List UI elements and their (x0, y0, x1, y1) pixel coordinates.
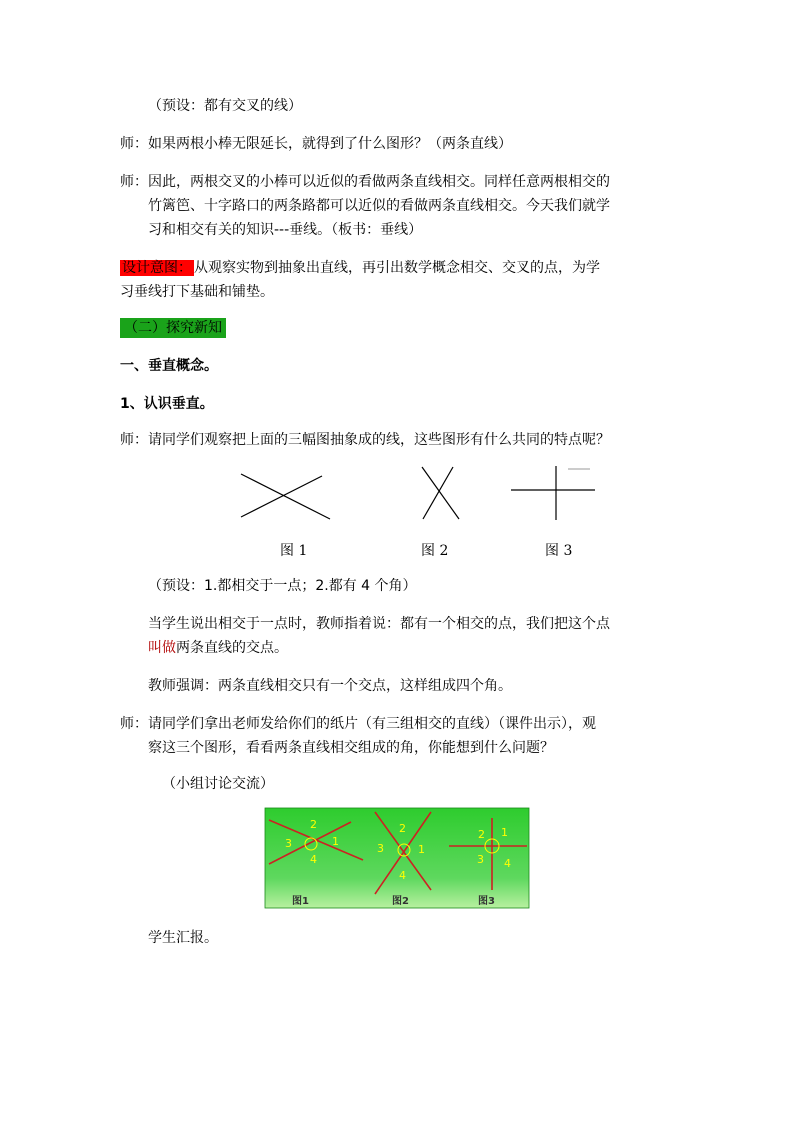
preset-line-1: （预设：都有交叉的线） (148, 98, 302, 114)
fig1-angle-2: 2 (310, 818, 317, 831)
design-intent-line-a (120, 258, 600, 278)
figure-2-caption: 图 2 (421, 543, 449, 559)
panel-caption-2: 图2 (392, 896, 409, 907)
fig3-angle-1: 1 (501, 826, 508, 839)
panel-caption-1: 图1 (292, 896, 309, 907)
teacher-line-2a: 师：因此，两根交叉的小棒可以近似的看做两条直线相交。同样任意两根相交的 (120, 174, 610, 190)
teacher-line-1: 师：如果两根小棒无限延长，就得到了什么图形？（两条直线） (120, 136, 512, 152)
figure-1-caption: 图 1 (280, 543, 308, 559)
teacher-emphasis-line: 教师强调：两条直线相交只有一个交点，这样组成四个角。 (148, 678, 512, 694)
fig1-angle-4: 4 (310, 853, 317, 866)
teacher-line-3: 师：请同学们观察把上面的三幅图抽象成的线，这些图形有什么共同的特点呢？ (120, 432, 610, 448)
heading-perpendicular-concept: 一、垂直概念。 (120, 358, 218, 374)
fig3-angle-4: 4 (504, 857, 511, 870)
heading-know-perpendicular: 1、认识垂直。 (120, 396, 214, 412)
teacher-explain-line-a: 当学生说出相交于一点时，教师指着说：都有一个相交的点，我们把这个点 (148, 616, 610, 632)
teacher-line-2b: 竹篱笆、十字路口的两条路都可以近似的看做两条直线相交。今天我们就学 (148, 198, 610, 214)
figure-2-lines (418, 464, 466, 522)
figure-3-lines (508, 464, 598, 522)
design-intent-label: 设计意图： (122, 260, 192, 276)
fig3-angle-2: 2 (478, 828, 485, 841)
fig1-angle-1: 1 (332, 835, 339, 848)
student-report-line: 学生汇报。 (148, 930, 218, 946)
fig3-angle-3: 3 (477, 853, 484, 866)
fig1-angle-3: 3 (285, 837, 292, 850)
fig2-angle-2: 2 (399, 822, 406, 835)
section-label: （二）探究新知 (120, 318, 226, 338)
teacher-line-4a: 师：请同学们拿出老师发给你们的纸片（有三组相交的直线）（课件出示），观 (120, 716, 596, 732)
design-intent-line-b: 习垂线打下基础和铺垫。 (120, 284, 274, 300)
figure-3-caption: 图 3 (545, 543, 573, 559)
design-intent-text: 从观察实物到抽象出直线，再引出数学概念相交、交叉的点，为学 (194, 260, 600, 276)
preset-line-2: （预设：1.都相交于一点；2.都有 4 个角） (148, 578, 417, 594)
intersection-point-text: 两条直线的交点。 (176, 640, 288, 656)
fig2-angle-3: 3 (377, 842, 384, 855)
group-discussion-line: （小组讨论交流） (162, 776, 274, 792)
green-angle-panel (265, 808, 529, 908)
teacher-line-4b: 察这三个图形，看看两条直线相交组成的角，你能想到什么问题？ (148, 740, 554, 756)
fig2-angle-1: 1 (418, 843, 425, 856)
teacher-explain-line-b (148, 638, 288, 658)
teacher-line-2c: 习和相交有关的知识---垂线。（板书：垂线） (148, 222, 423, 238)
section-heading (120, 318, 226, 338)
panel-caption-3: 图3 (478, 896, 495, 907)
called-word: 叫做 (148, 640, 176, 656)
fig2-angle-4: 4 (399, 869, 406, 882)
figure-1-lines (238, 470, 334, 522)
